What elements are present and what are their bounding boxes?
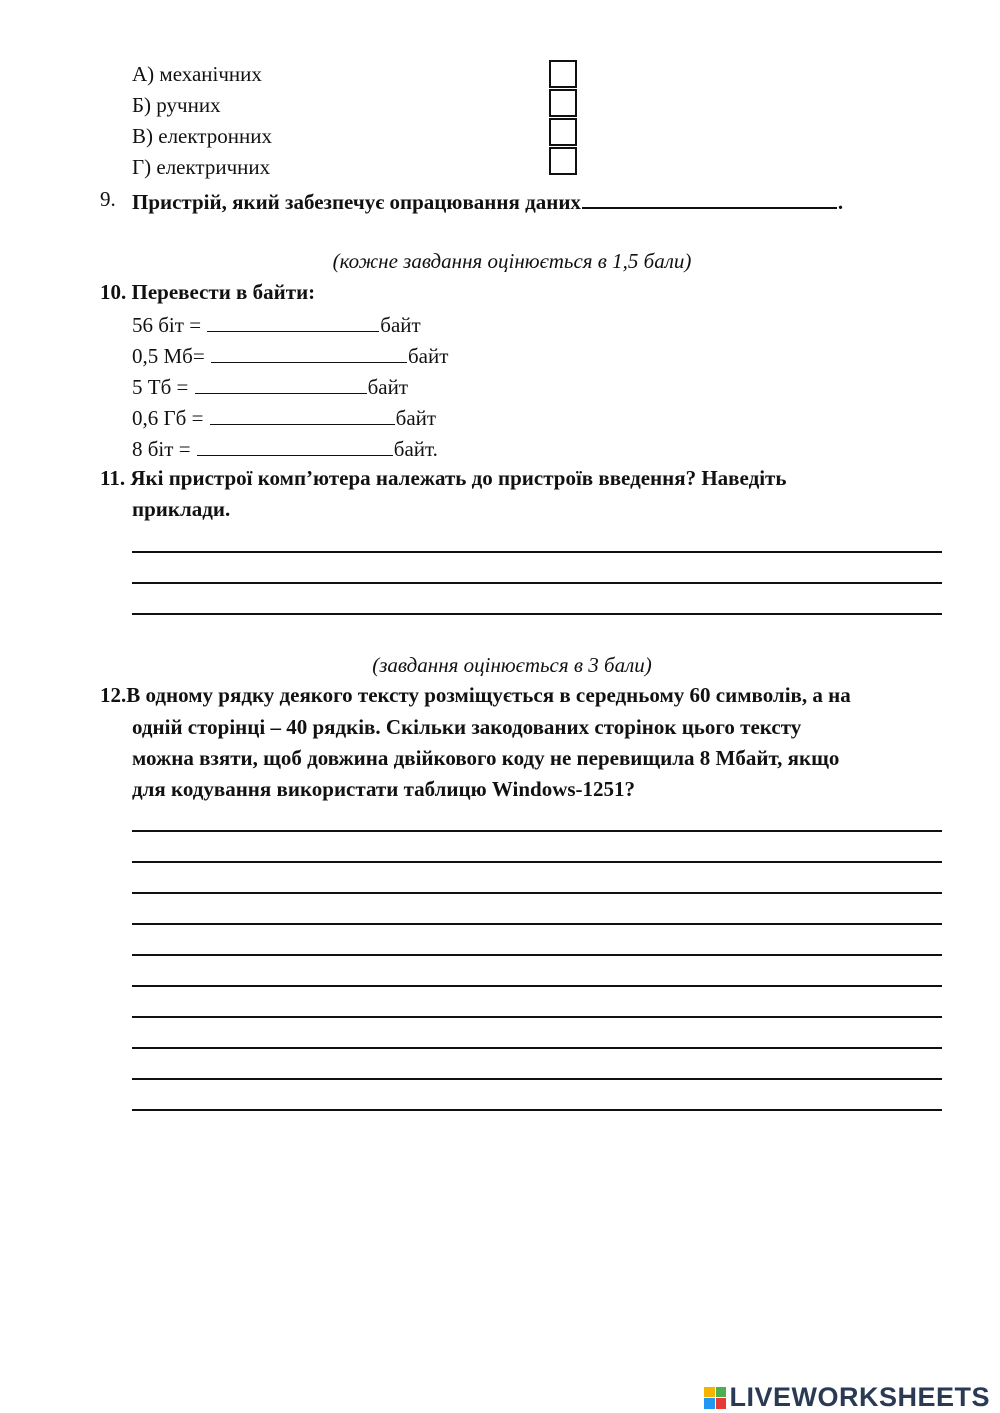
q12-answer-line-1[interactable] <box>132 830 942 832</box>
logo-square-2 <box>716 1387 727 1398</box>
q10-row-3-blank[interactable] <box>195 375 367 394</box>
q10-row-4-unit: байт <box>395 406 437 430</box>
q10-row-1-blank[interactable] <box>207 313 379 332</box>
q10-row-2-unit: байт <box>407 344 449 368</box>
q10-row-5-label: 8 біт = <box>132 437 196 461</box>
q10-row-4 <box>132 406 436 429</box>
q9-answer-blank[interactable] <box>582 189 837 209</box>
q12-question-line-1: 12.В одному рядку деякого тексту розміщується в середньому 60 символів, а на <box>100 683 851 707</box>
q10-row-4-blank[interactable] <box>210 406 395 425</box>
score-note-1-5: (кожне завдання оцінюється в 1,5 бали) <box>332 249 692 273</box>
logo-square-4 <box>716 1398 727 1409</box>
answer-box-a[interactable] <box>549 60 577 88</box>
q10-row-4-label: 0,6 Гб = <box>132 406 209 430</box>
q10-row-3-unit: байт <box>367 375 409 399</box>
q12-question-line-4: для кодування використати таблицю Windows-1251? <box>132 777 636 801</box>
q12-answer-line-4[interactable] <box>132 923 942 925</box>
q12-answer-line-10[interactable] <box>132 1109 942 1111</box>
q8-option-b: Б) ручних <box>132 93 221 117</box>
q12-answer-line-6[interactable] <box>132 985 942 987</box>
q11-answer-line-1[interactable] <box>132 551 942 553</box>
answer-box-c[interactable] <box>549 118 577 146</box>
q9-question <box>132 189 843 213</box>
liveworksheets-logo-text: LIVEWORKSHEETS <box>729 1382 990 1412</box>
q8-option-a: А) механічних <box>132 62 262 86</box>
q12-answer-line-7[interactable] <box>132 1016 942 1018</box>
q10-row-5 <box>132 437 438 460</box>
q9-end: . <box>837 190 844 214</box>
logo-square-1 <box>704 1387 715 1398</box>
q10-row-5-unit: байт. <box>393 437 438 461</box>
q10-row-1-unit: байт <box>380 313 421 337</box>
q10-row-2-blank[interactable] <box>211 344 407 363</box>
q10-row-1-label: 56 біт = <box>132 313 207 337</box>
score-note-3: (завдання оцінюється в 3 бали) <box>372 653 652 677</box>
liveworksheets-logo-icon <box>704 1387 726 1409</box>
q10-row-1 <box>132 313 421 336</box>
q8-option-d: Г) електричних <box>132 155 271 179</box>
q10-row-5-blank[interactable] <box>197 437 393 456</box>
q9-number: 9. <box>100 187 116 211</box>
q11-answer-line-2[interactable] <box>132 582 942 584</box>
q9-text: Пристрій, який забезпечує опрацювання даних <box>132 190 581 214</box>
q12-answer-line-5[interactable] <box>132 954 942 956</box>
q11-question-line-1: 11. Які пристрої комп’ютера належать до пристроїв введення? Наведіть <box>100 466 787 490</box>
q12-question-line-3: можна взяти, щоб довжина двійкового коду не перевищила 8 Мбайт, якщо <box>132 746 840 770</box>
q10-row-2 <box>132 344 448 367</box>
q12-answer-line-3[interactable] <box>132 892 942 894</box>
q12-answer-line-9[interactable] <box>132 1078 942 1080</box>
q10-title: 10. Перевести в байти: <box>100 280 316 304</box>
q10-row-3 <box>132 375 408 398</box>
q11-question-line-2: приклади. <box>132 497 231 521</box>
liveworksheets-logo <box>704 1382 990 1413</box>
q10-row-3-label: 5 Тб = <box>132 375 194 399</box>
q12-answer-line-2[interactable] <box>132 861 942 863</box>
answer-box-b[interactable] <box>549 89 577 117</box>
q12-question-line-2: одній сторінці – 40 рядків. Скільки закодованих сторінок цього тексту <box>132 715 802 739</box>
q12-answer-line-8[interactable] <box>132 1047 942 1049</box>
q10-row-2-label: 0,5 Мб= <box>132 344 210 368</box>
q8-option-c: В) електронних <box>132 124 272 148</box>
logo-square-3 <box>704 1398 715 1409</box>
q11-answer-line-3[interactable] <box>132 613 942 615</box>
answer-box-d[interactable] <box>549 147 577 175</box>
